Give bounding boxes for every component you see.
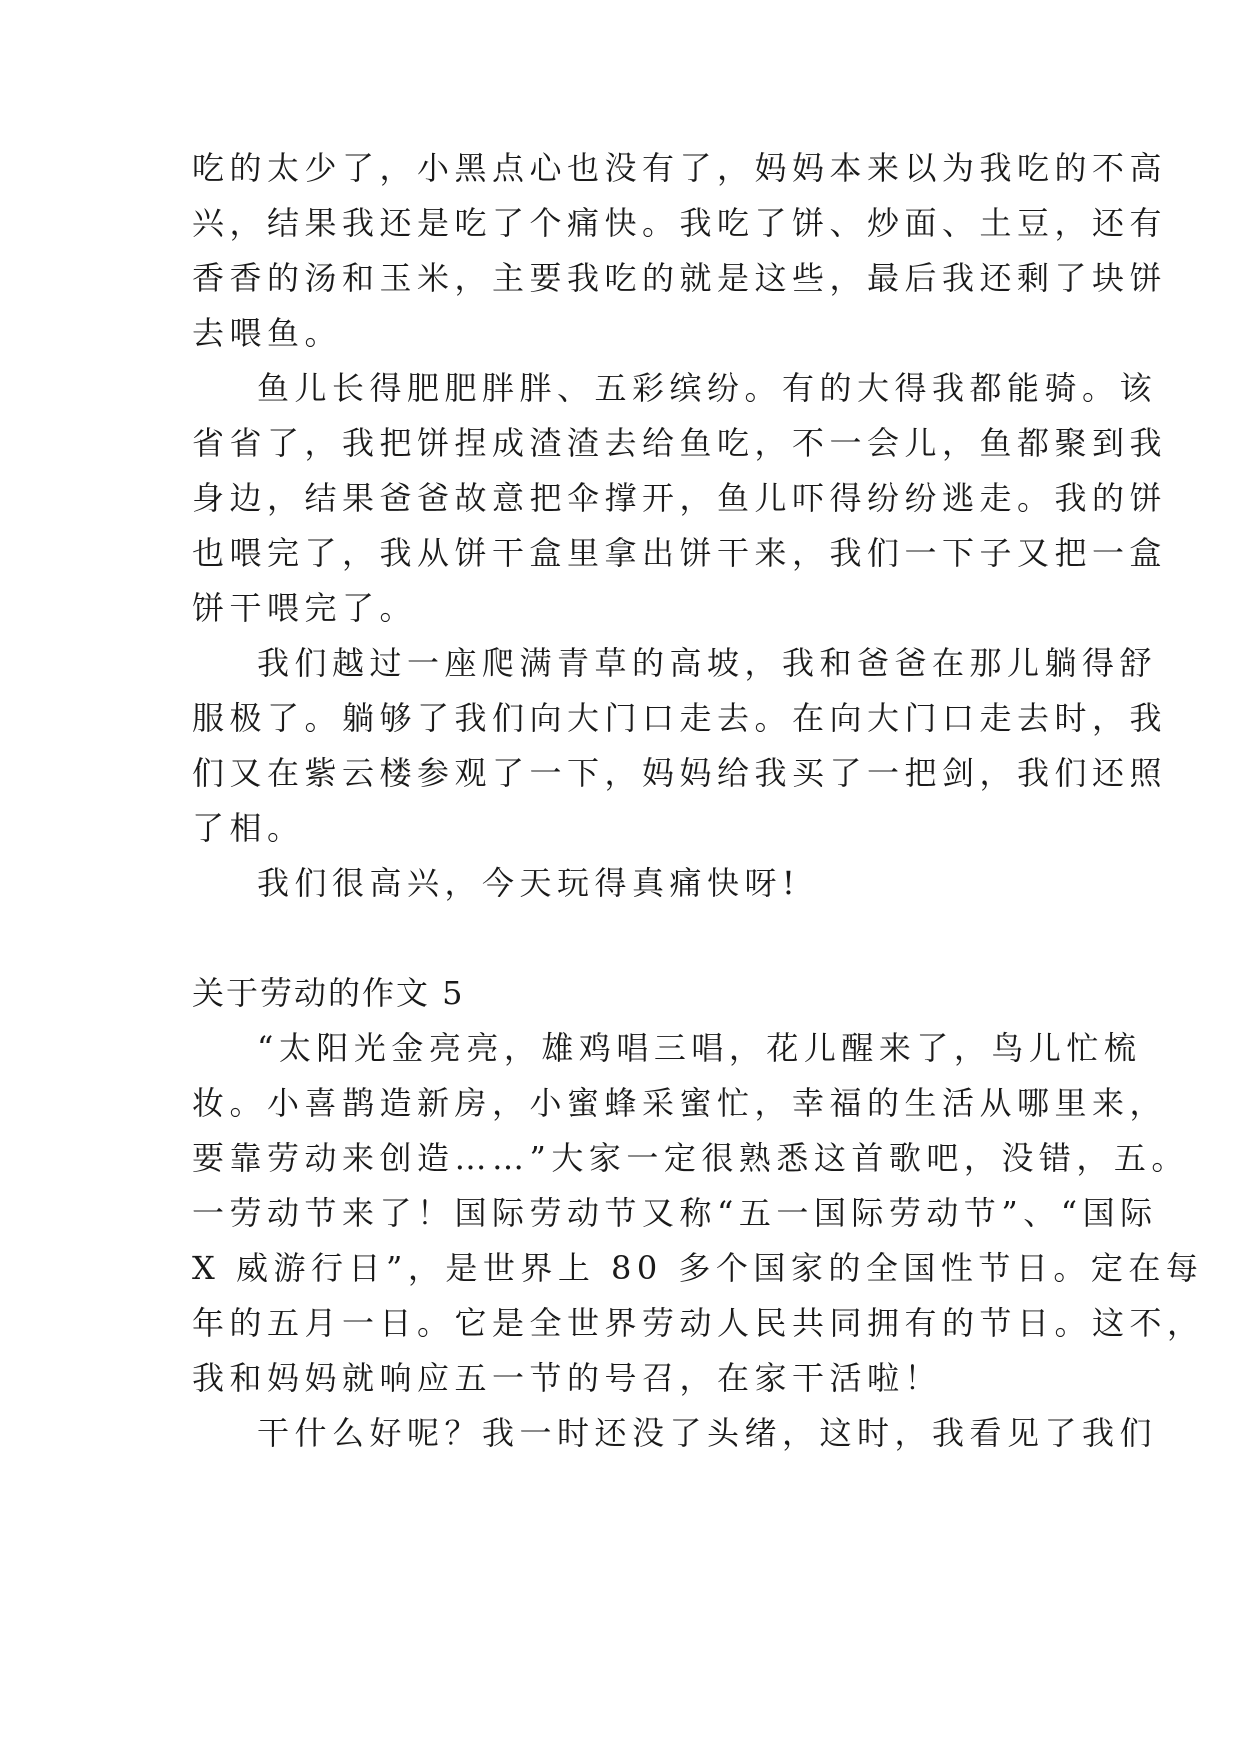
paragraph-line: 们又在紫云楼参观了一下，妈妈给我买了一把剑，我们还照 bbox=[192, 754, 1168, 792]
paragraph-line: 干什么好呢？我一时还没了头绪，这时，我看见了我们 bbox=[257, 1414, 1158, 1452]
paragraph-line: 妆。小喜鹊造新房，小蜜蜂采蜜忙，幸福的生活从哪里来， bbox=[192, 1084, 1168, 1122]
paragraph-line: 了相。 bbox=[192, 809, 305, 847]
paragraph-line: 吃的太少了，小黑点心也没有了，妈妈本来以为我吃的不高 bbox=[192, 149, 1168, 187]
paragraph-line: 我和妈妈就响应五一节的号召，在家干活啦！ bbox=[192, 1359, 943, 1397]
paragraph-line: 我们越过一座爬满青草的高坡，我和爸爸在那儿躺得舒 bbox=[257, 644, 1158, 682]
paragraph-line: 香香的汤和玉米，主要我吃的就是这些，最后我还剩了块饼 bbox=[192, 259, 1168, 297]
paragraph-line: 去喂鱼。 bbox=[192, 314, 343, 352]
paragraph-line: “太阳光金亮亮，雄鸡唱三唱，花儿醒来了，鸟儿忙梳 bbox=[257, 1029, 1142, 1067]
paragraph-line: 要靠劳动来创造……”大家一定很熟悉这首歌吧，没错，五。 bbox=[192, 1139, 1189, 1177]
paragraph-line: 身边，结果爸爸故意把伞撑开，鱼儿吓得纷纷逃走。我的饼 bbox=[192, 479, 1168, 517]
paragraph-line: 我们很高兴，今天玩得真痛快呀! bbox=[257, 864, 801, 902]
paragraph-line: 服极了。躺够了我们向大门口走去。在向大门口走去时，我 bbox=[192, 699, 1168, 737]
paragraph-line: X 威游行日”，是世界上 80 多个国家的全国性节日。定在每 bbox=[192, 1249, 1204, 1287]
paragraph-line: 兴，结果我还是吃了个痛快。我吃了饼、炒面、土豆，还有 bbox=[192, 204, 1168, 242]
paragraph-line: 省省了，我把饼捏成渣渣去给鱼吃，不一会儿，鱼都聚到我 bbox=[192, 424, 1168, 462]
paragraph-line: 也喂完了，我从饼干盒里拿出饼干来，我们一下子又把一盒 bbox=[192, 534, 1168, 572]
paragraph-line: 年的五月一日。它是全世界劳动人民共同拥有的节日。这不， bbox=[192, 1304, 1205, 1342]
paragraph-line: 一劳动节来了！国际劳动节又称“五一国际劳动节”、“国际 bbox=[192, 1194, 1158, 1232]
paragraph-line: 饼干喂完了。 bbox=[192, 589, 418, 627]
paragraph-line: 鱼儿长得肥肥胖胖、五彩缤纷。有的大得我都能骑。该 bbox=[257, 369, 1158, 407]
section-title: 关于劳动的作文 5 bbox=[192, 974, 465, 1012]
